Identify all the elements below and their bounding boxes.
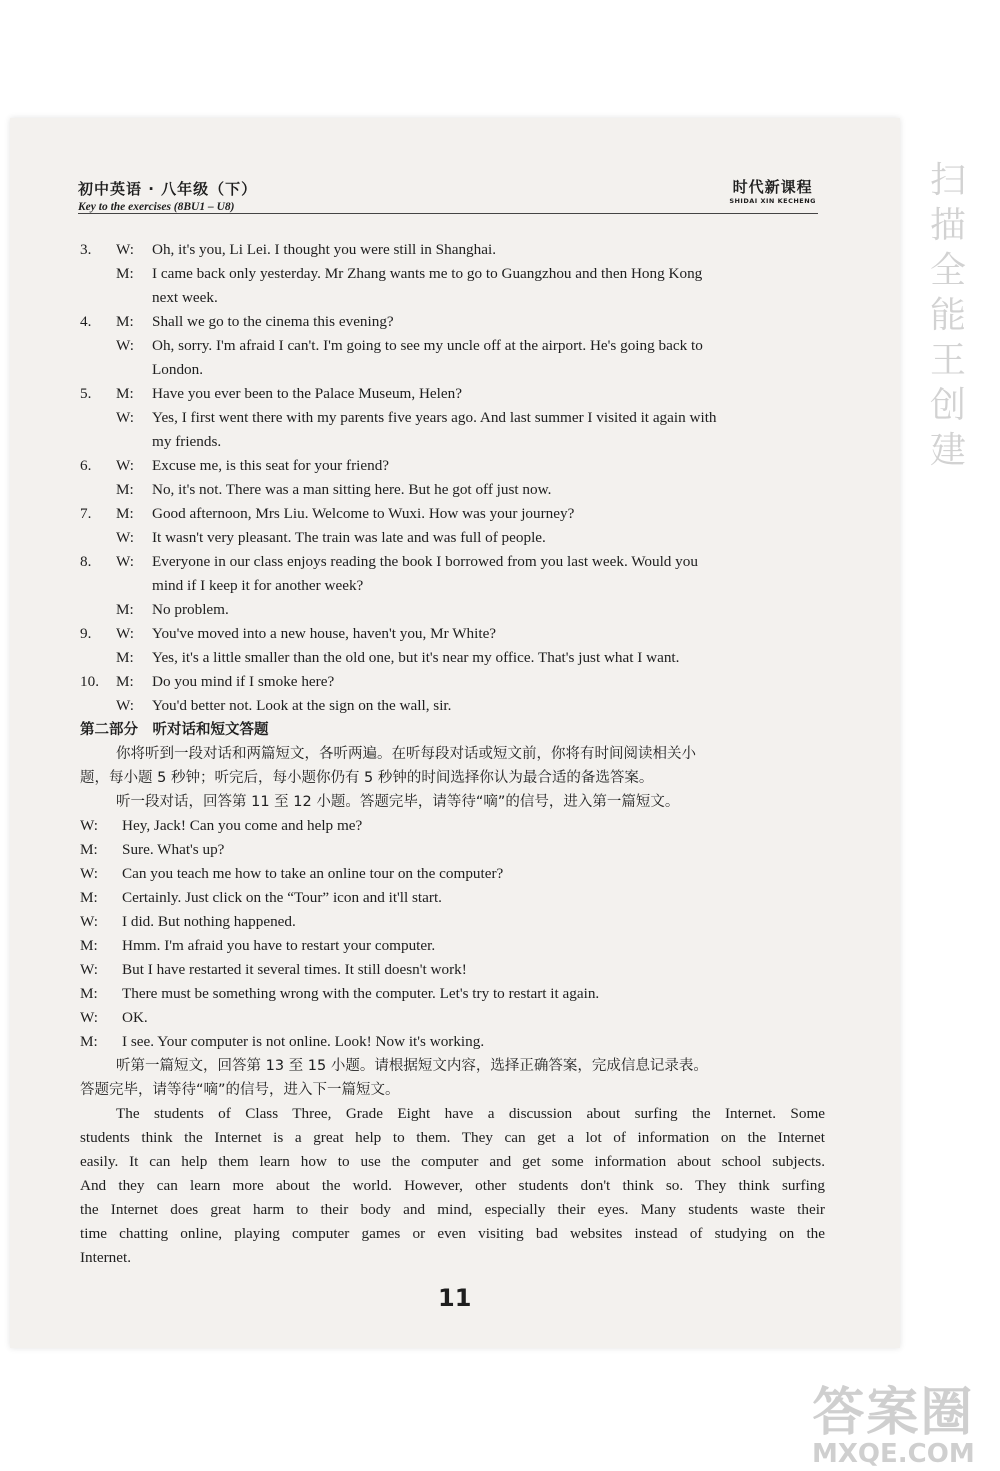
dialogue-line [80,598,825,622]
speaker: W: [116,529,134,546]
speaker: W: [80,817,98,834]
instruction-text: 听第一篇短文，回答第 13 至 15 小题。请根据短文内容，选择正确答案，完成信息记录表。 [116,1058,708,1074]
speaker: W: [80,961,98,978]
line-text: Excuse me, is this seat for your friend? [152,457,390,474]
line-text: mind if I keep it for another week? [152,577,364,594]
line-text: Have you ever been to the Palace Museum, Helen? [152,385,462,402]
dialogue-line [80,478,825,502]
line-text: Hmm. I'm afraid you have to restart your computer. [122,937,436,954]
passage-line: the Internet does great harm to their body and mind, especially their eyes. Many students waste their [80,1201,825,1218]
speaker: M: [80,889,98,906]
line-text: OK. [122,1009,148,1026]
item-number: 9. [80,625,92,642]
instruction-text: 题，每小题 5 秒钟；听完后，每小题你仍有 5 秒钟的时间选择你认为最合适的备选答案。 [80,770,654,786]
dialogue-line [80,334,825,358]
dialogue-line [80,262,825,286]
line-text: Oh, sorry. I'm afraid I can't. I'm going to see my uncle off at the airport. He's going back to [152,337,703,354]
line-text: Shall we go to the cinema this evening? [152,313,394,330]
item-number: 8. [80,553,92,570]
passage-line: Internet. [80,1249,132,1266]
dialogue-line [80,862,825,886]
line-text: I see. Your computer is not online. Look! Now it's working. [122,1033,485,1050]
speaker: W: [116,553,134,570]
speaker: W: [116,625,134,642]
speaker: W: [116,241,134,258]
dialogue-line [80,550,825,574]
speaker: M: [80,985,98,1002]
instruction-text: 听一段对话，回答第 11 至 12 小题。答题完毕，请等待“嘀”的信号，进入第一篇短文。 [116,794,680,810]
page-number: 11 [438,1284,472,1312]
dialogue-line [80,934,825,958]
line-text: Do you mind if I smoke here? [152,673,335,690]
line-text: No, it's not. There was a man sitting here. But he got off just now. [152,481,552,498]
line-text: my friends. [152,433,222,450]
speaker: M: [80,1033,98,1050]
speaker: M: [116,313,134,330]
item-number: 3. [80,241,92,258]
speaker: W: [80,865,98,882]
passage-line: And they can learn more about the world. However, other students don't think so. They think surfing [80,1177,825,1194]
instruction-text: 答题完毕，请等待“嘀”的信号，进入下一篇短文。 [80,1082,400,1098]
item-number: 6. [80,457,92,474]
dialogue-line [80,958,825,982]
passage-line: easily. It can help them learn how to use the computer and get some information about school subjects. [80,1153,825,1170]
brand-pinyin: SHIDAI XIN KECHENG [729,197,816,205]
speaker: W: [116,337,134,354]
passage-line: The students of Class Three, Grade Eight have a discussion about surfing the Internet. Some [116,1105,825,1122]
passage-line: time chatting online, playing computer games or even visiting bad websites instead of studying on the [80,1225,825,1242]
dialogue-line [80,406,825,430]
brand-logo [729,176,816,205]
speaker: M: [116,505,134,522]
speaker: W: [116,409,134,426]
dialogue-line [80,622,825,646]
instruction-text: 你将听到一段对话和两篇短文，各听两遍。在听每段对话或短文前，你将有时间阅读相关小 [116,746,696,762]
dialogue-line [80,454,825,478]
line-text: Everyone in our class enjoys reading the book I borrowed from you last week. Would you [152,553,698,570]
book-title: 初中英语 · 八年级（下） [78,180,258,198]
line-text: London. [152,361,204,378]
corner-watermark [812,1370,975,1469]
dialogue-line [80,1006,825,1030]
line-text: I did. But nothing happened. [122,913,296,930]
line-text: There must be something wrong with the computer. Let's try to restart it again. [122,985,600,1002]
line-text: It wasn't very pleasant. The train was late and was full of people. [152,529,546,546]
header-divider [78,213,818,214]
dialogue-line [80,910,825,934]
line-text: Good afternoon, Mrs Liu. Welcome to Wuxi. How was your journey? [152,505,575,522]
speaker: W: [116,457,134,474]
item-number: 5. [80,385,92,402]
dialogue-line [80,310,825,334]
brand-name: 时代新课程 [732,178,813,196]
book-subtitle: Key to the exercises (8BU1 – U8) [78,201,235,213]
item-number: 4. [80,313,92,330]
line-text: Certainly. Just click on the “Tour” icon and it'll start. [122,889,442,906]
speaker: M: [116,601,134,618]
line-text: Hey, Jack! Can you come and help me? [122,817,363,834]
dialogue-line [80,502,825,526]
line-text: next week. [152,289,218,306]
line-text: Sure. What's up? [122,841,225,858]
speaker: M: [80,937,98,954]
item-number: 10. [80,673,99,690]
line-text: But I have restarted it several times. It still doesn't work! [122,961,467,978]
line-text: Can you teach me how to take an online tour on the computer? [122,865,504,882]
watermark-domain: MXQE.COM [812,1439,975,1469]
speaker: M: [116,385,134,402]
dialogue-line-continued [80,574,825,598]
dialogue-line-continued [80,430,825,454]
dialogue-line-continued [80,358,825,382]
dialogue-line [80,238,825,262]
line-text: No problem. [152,601,229,618]
dialogue-line [80,982,825,1006]
speaker: M: [80,841,98,858]
watermark-logo: 答案圈 [812,1383,975,1443]
line-text: Yes, it's a little smaller than the old one, but it's near my office. That's just what I want. [152,649,680,666]
line-text: You'd better not. Look at the sign on the wall, sir. [152,697,452,714]
item-number: 7. [80,505,92,522]
section-heading: 第二部分 听对话和短文答题 [80,722,269,738]
dialogue-line [80,646,825,670]
side-watermark: 扫描全能王 创建 [929,160,966,471]
passage-line: students think the Internet is a great help to them. They can get a lot of information on the Internet [80,1129,825,1146]
dialogue-line [80,886,825,910]
page-content [80,238,825,1270]
line-text: Oh, it's you, Li Lei. I thought you were still in Shanghai. [152,241,496,258]
dialogue-line [80,670,825,694]
dialogue-line [80,382,825,406]
speaker: M: [116,481,134,498]
dialogue-line [80,838,825,862]
dialogue-line [80,1030,825,1054]
dialogue-line [80,526,825,550]
speaker: M: [116,649,134,666]
speaker: W: [116,697,134,714]
line-text: Yes, I first went there with my parents five years ago. And last summer I visited it again with [152,409,717,426]
page-header [78,178,257,213]
line-text: I came back only yesterday. Mr Zhang wants me to go to Guangzhou and then Hong Kong [152,265,703,282]
dialogue-line-continued [80,286,825,310]
dialogue-line [80,694,825,718]
speaker: W: [80,913,98,930]
dialogue-line [80,814,825,838]
speaker: W: [80,1009,98,1026]
speaker: M: [116,265,134,282]
speaker: M: [116,673,134,690]
line-text: You've moved into a new house, haven't you, Mr White? [152,625,497,642]
